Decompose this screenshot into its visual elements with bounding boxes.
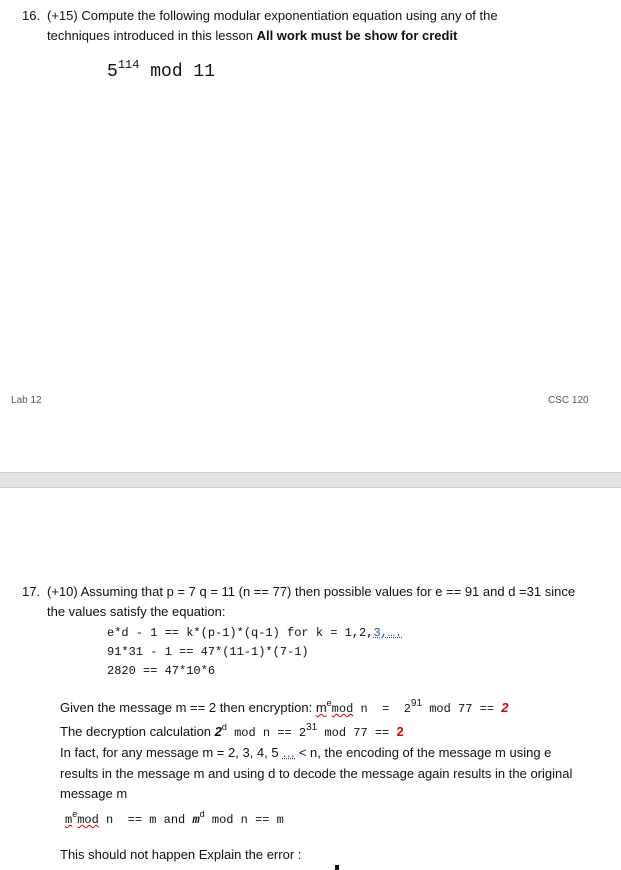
final-m: m xyxy=(65,813,73,827)
enc-exp: 91 xyxy=(410,698,423,709)
final-n: n == m and xyxy=(98,813,193,827)
q16-number: 16. xyxy=(22,8,41,23)
q17-eq1-link: 3,…. xyxy=(373,626,403,640)
q17-encryption-line xyxy=(60,699,508,718)
q16-expression xyxy=(107,58,216,83)
final-e: e xyxy=(72,809,78,819)
final-mod: mod xyxy=(77,813,99,827)
q16-expr-exponent: 114 xyxy=(117,58,140,72)
q16-line2-text: techniques introduced in this lesson xyxy=(47,28,257,43)
q17-fact-line-3: message m xyxy=(60,786,128,801)
q16-expr-base: 5 xyxy=(107,62,118,82)
q17-fact-line-2: results in the message m and using d to decode the message again results in the original xyxy=(60,766,573,781)
enc-prefix: Given the message m == 2 then encryption: xyxy=(60,700,316,715)
q17-number: 17. xyxy=(22,584,41,599)
dec-prefix: The decryption calculation xyxy=(60,724,215,739)
page-gap xyxy=(0,472,621,488)
q16-line2 xyxy=(47,27,457,45)
dec-rest: mod 77 == xyxy=(317,726,397,740)
q17-decryption-line xyxy=(60,723,404,742)
enc-rest: mod 77 == xyxy=(422,702,502,716)
q17-equation-1 xyxy=(107,624,402,642)
dec-exp2: 31 xyxy=(306,722,318,733)
q17-equation-3: 2820 == 47*10*6 xyxy=(107,664,216,678)
q17-final-equation xyxy=(65,810,284,829)
footer-right: CSC 120 xyxy=(548,395,589,406)
q16-expr-rest: mod 11 xyxy=(139,62,216,82)
fact1-a: In fact, for any message m = 2, 3, 4, 5 xyxy=(60,745,283,760)
q17-equation-2: 91*31 - 1 == 47*(11-1)*(7-1) xyxy=(107,645,309,659)
q17-explain-prompt: This should not happen Explain the error : xyxy=(60,847,302,862)
final-m2: m xyxy=(192,813,200,827)
q17-line2: the values satisfy the equation: xyxy=(47,604,226,619)
enc-e: e xyxy=(326,698,332,708)
final-rest: mod n == m xyxy=(204,813,284,827)
final-d: d xyxy=(199,809,205,819)
q17-fact-line-1 xyxy=(60,744,551,762)
enc-mod: mod xyxy=(331,702,354,716)
dec-result: 2 xyxy=(396,724,404,739)
dec-exp: d xyxy=(221,722,227,732)
q16-line2-bold: All work must be show for credit xyxy=(256,28,458,43)
text-cursor xyxy=(335,865,339,870)
dec-mid: mod n == 2 xyxy=(226,726,307,740)
enc-m: m xyxy=(315,700,327,715)
dec-base: 2 xyxy=(214,724,222,739)
fact1-b: < n, the encoding of the message m using e xyxy=(295,745,552,760)
enc-result: 2 xyxy=(501,700,509,715)
q16-line1: (+15) Compute the following modular exponentiation equation using any of the xyxy=(47,8,498,23)
enc-n: n = 2 xyxy=(353,702,411,716)
q17-eq1-main: e*d - 1 == k*(p-1)*(q-1) for k = 1,2, xyxy=(107,626,374,640)
fact1-dots: … xyxy=(282,745,296,760)
q17-line1: (+10) Assuming that p = 7 q = 11 (n == 77) then possible values for e == 91 and d =31 since xyxy=(47,584,576,599)
footer-left: Lab 12 xyxy=(11,395,42,406)
